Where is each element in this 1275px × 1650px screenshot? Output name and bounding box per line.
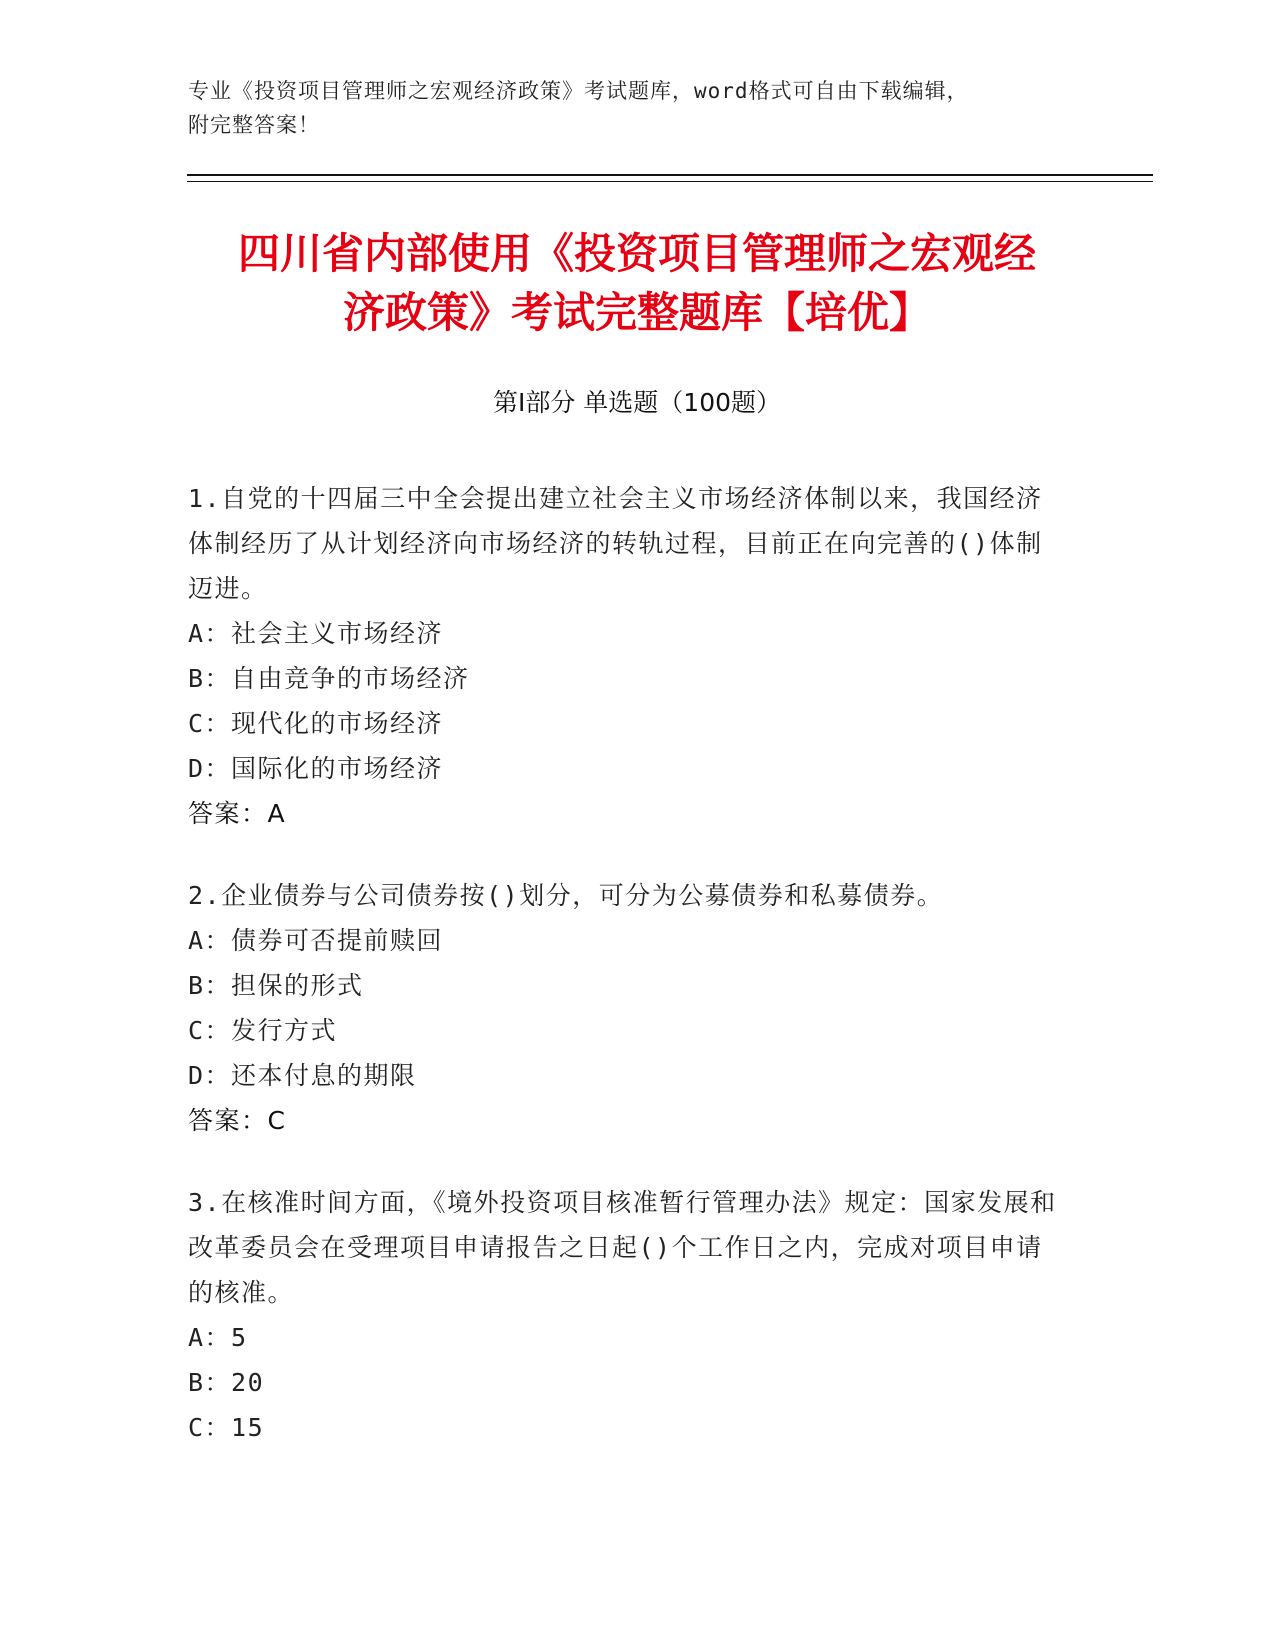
option-c: C：现代化的市场经济 [188, 709, 444, 738]
option-b: B：自由竞争的市场经济 [188, 664, 470, 693]
option-b: B：担保的形式 [188, 971, 364, 1000]
header-divider-thin [187, 181, 1153, 182]
header-note-line-2: 附完整答案！ [188, 113, 320, 137]
header-note-line-1: 专业《投资项目管理师之宏观经济政策》考试题库，word格式可自由下载编辑， [188, 79, 969, 103]
option-d: D：国际化的市场经济 [188, 754, 444, 783]
option-a: A：5 [188, 1323, 248, 1352]
option-a: A：社会主义市场经济 [188, 619, 444, 648]
header-divider-thick [187, 174, 1153, 176]
answer-label: 答案：A [188, 799, 287, 828]
option-c: C：发行方式 [188, 1016, 338, 1045]
question-2 [188, 873, 1068, 1143]
question-3 [188, 1180, 1068, 1450]
section-title: 第Ⅰ部分 单选题（100题） [492, 388, 782, 417]
question-stem: 3.在核准时间方面，《境外投资项目核准暂行管理办法》规定：国家发展和改革委员会在受理项目申请报告之日起()个工作日之内，完成对项目申请的核准。 [188, 1188, 1057, 1307]
answer-label: 答案：C [188, 1106, 287, 1135]
document-title [187, 224, 1087, 342]
option-d: D：还本付息的期限 [188, 1061, 417, 1090]
question-spacer [188, 836, 1068, 873]
question-list [188, 476, 1068, 1450]
question-stem: 1.自党的十四届三中全会提出建立社会主义市场经济体制以来，我国经济体制经历了从计划经济向市场经济的转轨过程，目前正在向完善的()体制迈进。 [188, 484, 1043, 603]
question-1 [188, 476, 1068, 836]
document-title-line-1: 四川省内部使用《投资项目管理师之宏观经 [237, 229, 1036, 278]
question-spacer [188, 1143, 1068, 1180]
option-a: A：债券可否提前赎回 [188, 926, 444, 955]
question-stem: 2.企业债券与公司债券按()划分，可分为公募债券和私募债券。 [188, 881, 944, 910]
header-note [188, 74, 1068, 142]
document-title-line-2: 济政策》考试完整题库【培优】 [342, 288, 931, 337]
option-c: C：15 [188, 1413, 265, 1442]
option-b: B：20 [188, 1368, 265, 1397]
